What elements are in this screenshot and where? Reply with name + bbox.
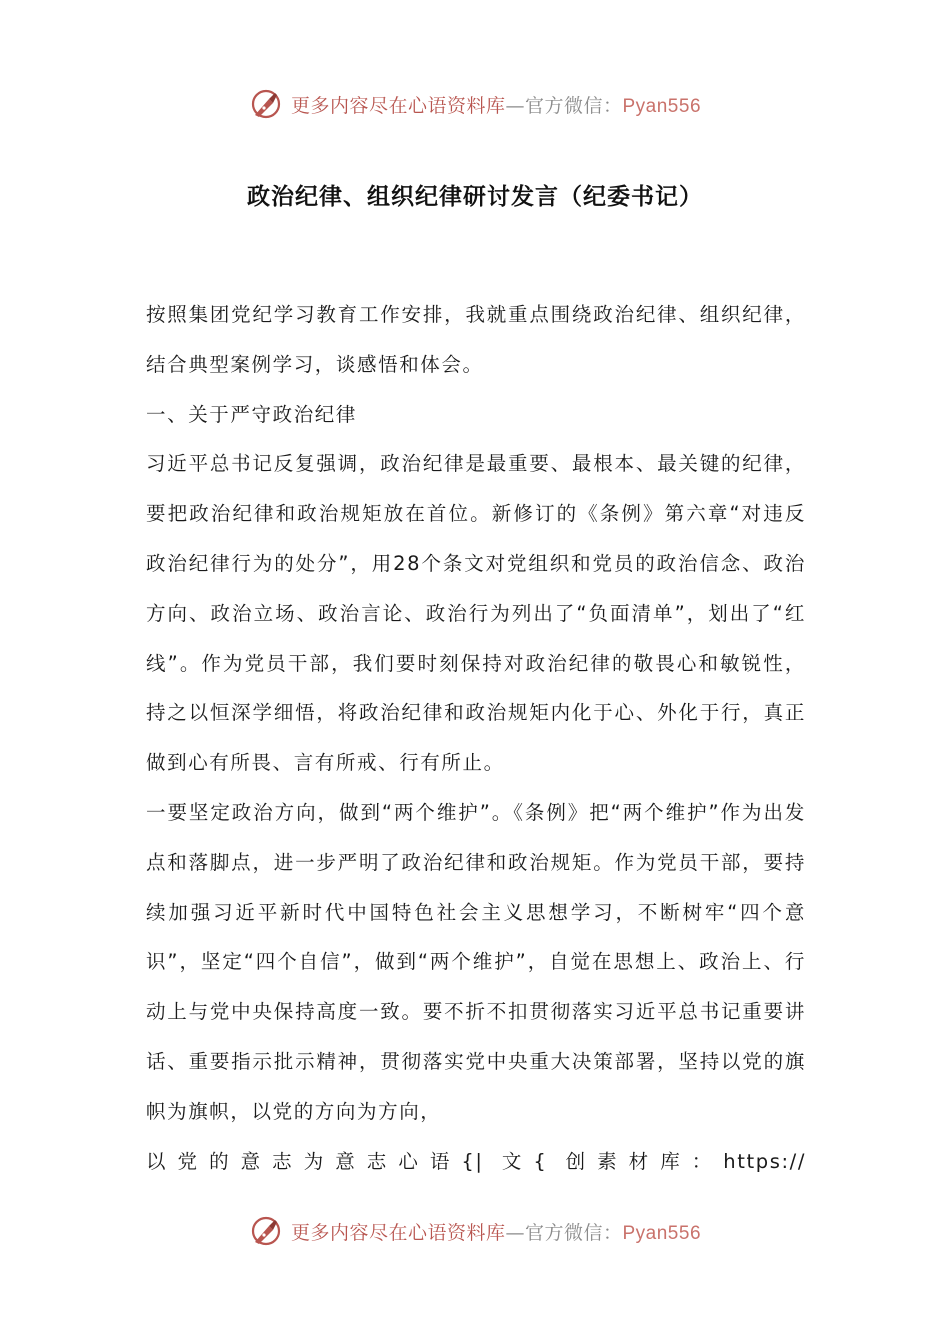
footer-banner-mid: —官方微信： (505, 1221, 623, 1244)
document-body (146, 290, 806, 1186)
header-banner-text (291, 91, 701, 118)
paragraph-continued: 以党的意志为意志心语{| 文{ 创素材库：https:// (146, 1149, 806, 1173)
header-banner (0, 84, 950, 124)
paragraph-intro: 按照集团党纪学习教育工作安排，我就重点围绕政治纪律、组织纪律，结合典型案例学习，谈感悟和体会。 (146, 303, 806, 376)
header-banner-mid: —官方微信： (505, 94, 623, 117)
footer-banner-cn: 更多内容尽在心语资料库 (290, 1221, 506, 1244)
header-banner-cn: 更多内容尽在心语资料库 (290, 94, 506, 117)
footer-banner (0, 1211, 950, 1251)
paragraph-political-discipline: 习近平总书记反复强调，政治纪律是最重要、最根本、最关键的纪律，要把政治纪律和政治规矩放在首位。新修订的《条例》第六章“对违反政治纪律行为的处分”，用28个条文对党组织和党员的政治信念、政治方向、政治立场、政治言论、政治行为列出了“负面清单”，划出了“红线”。作为党员干部，我们要时刻保持对政治纪律的敬畏心和敏锐性，持之以恒深学细悟，将政治纪律和政治规矩内化于心、外化于行，真正做到心有所畏、言有所戒、行有所止。 (146, 452, 806, 775)
document-title: 政治纪律、组织纪律研讨发言（纪委书记） (247, 184, 703, 210)
footer-banner-text (291, 1218, 701, 1245)
header-banner-handle: Pyan556 (622, 95, 702, 117)
pen-nib-logo-icon (249, 1214, 283, 1248)
paragraph-two-safeguards: 一要坚定政治方向，做到“两个维护”。《条例》把“两个维护”作为出发点和落脚点，进一步严明了政治纪律和政治规矩。作为党员干部，要持续加强习近平新时代中国特色社会主义思想学习，不断树牢“四个意识”，坚定“四个自信”，做到“两个维护”，自觉在思想上、政治上、行动上与党中央保持高度一致。要不折不扣贯彻落实习近平总书记重要讲话、重要指示批示精神，贯彻落实党中央重大决策部署，坚持以党的旗帜为旗帜，以党的方向为方向， (146, 800, 806, 1123)
pen-nib-logo-icon (249, 87, 283, 121)
footer-banner-handle: Pyan556 (622, 1222, 702, 1244)
section-heading: 一、关于严守政治纪律 (146, 402, 358, 426)
